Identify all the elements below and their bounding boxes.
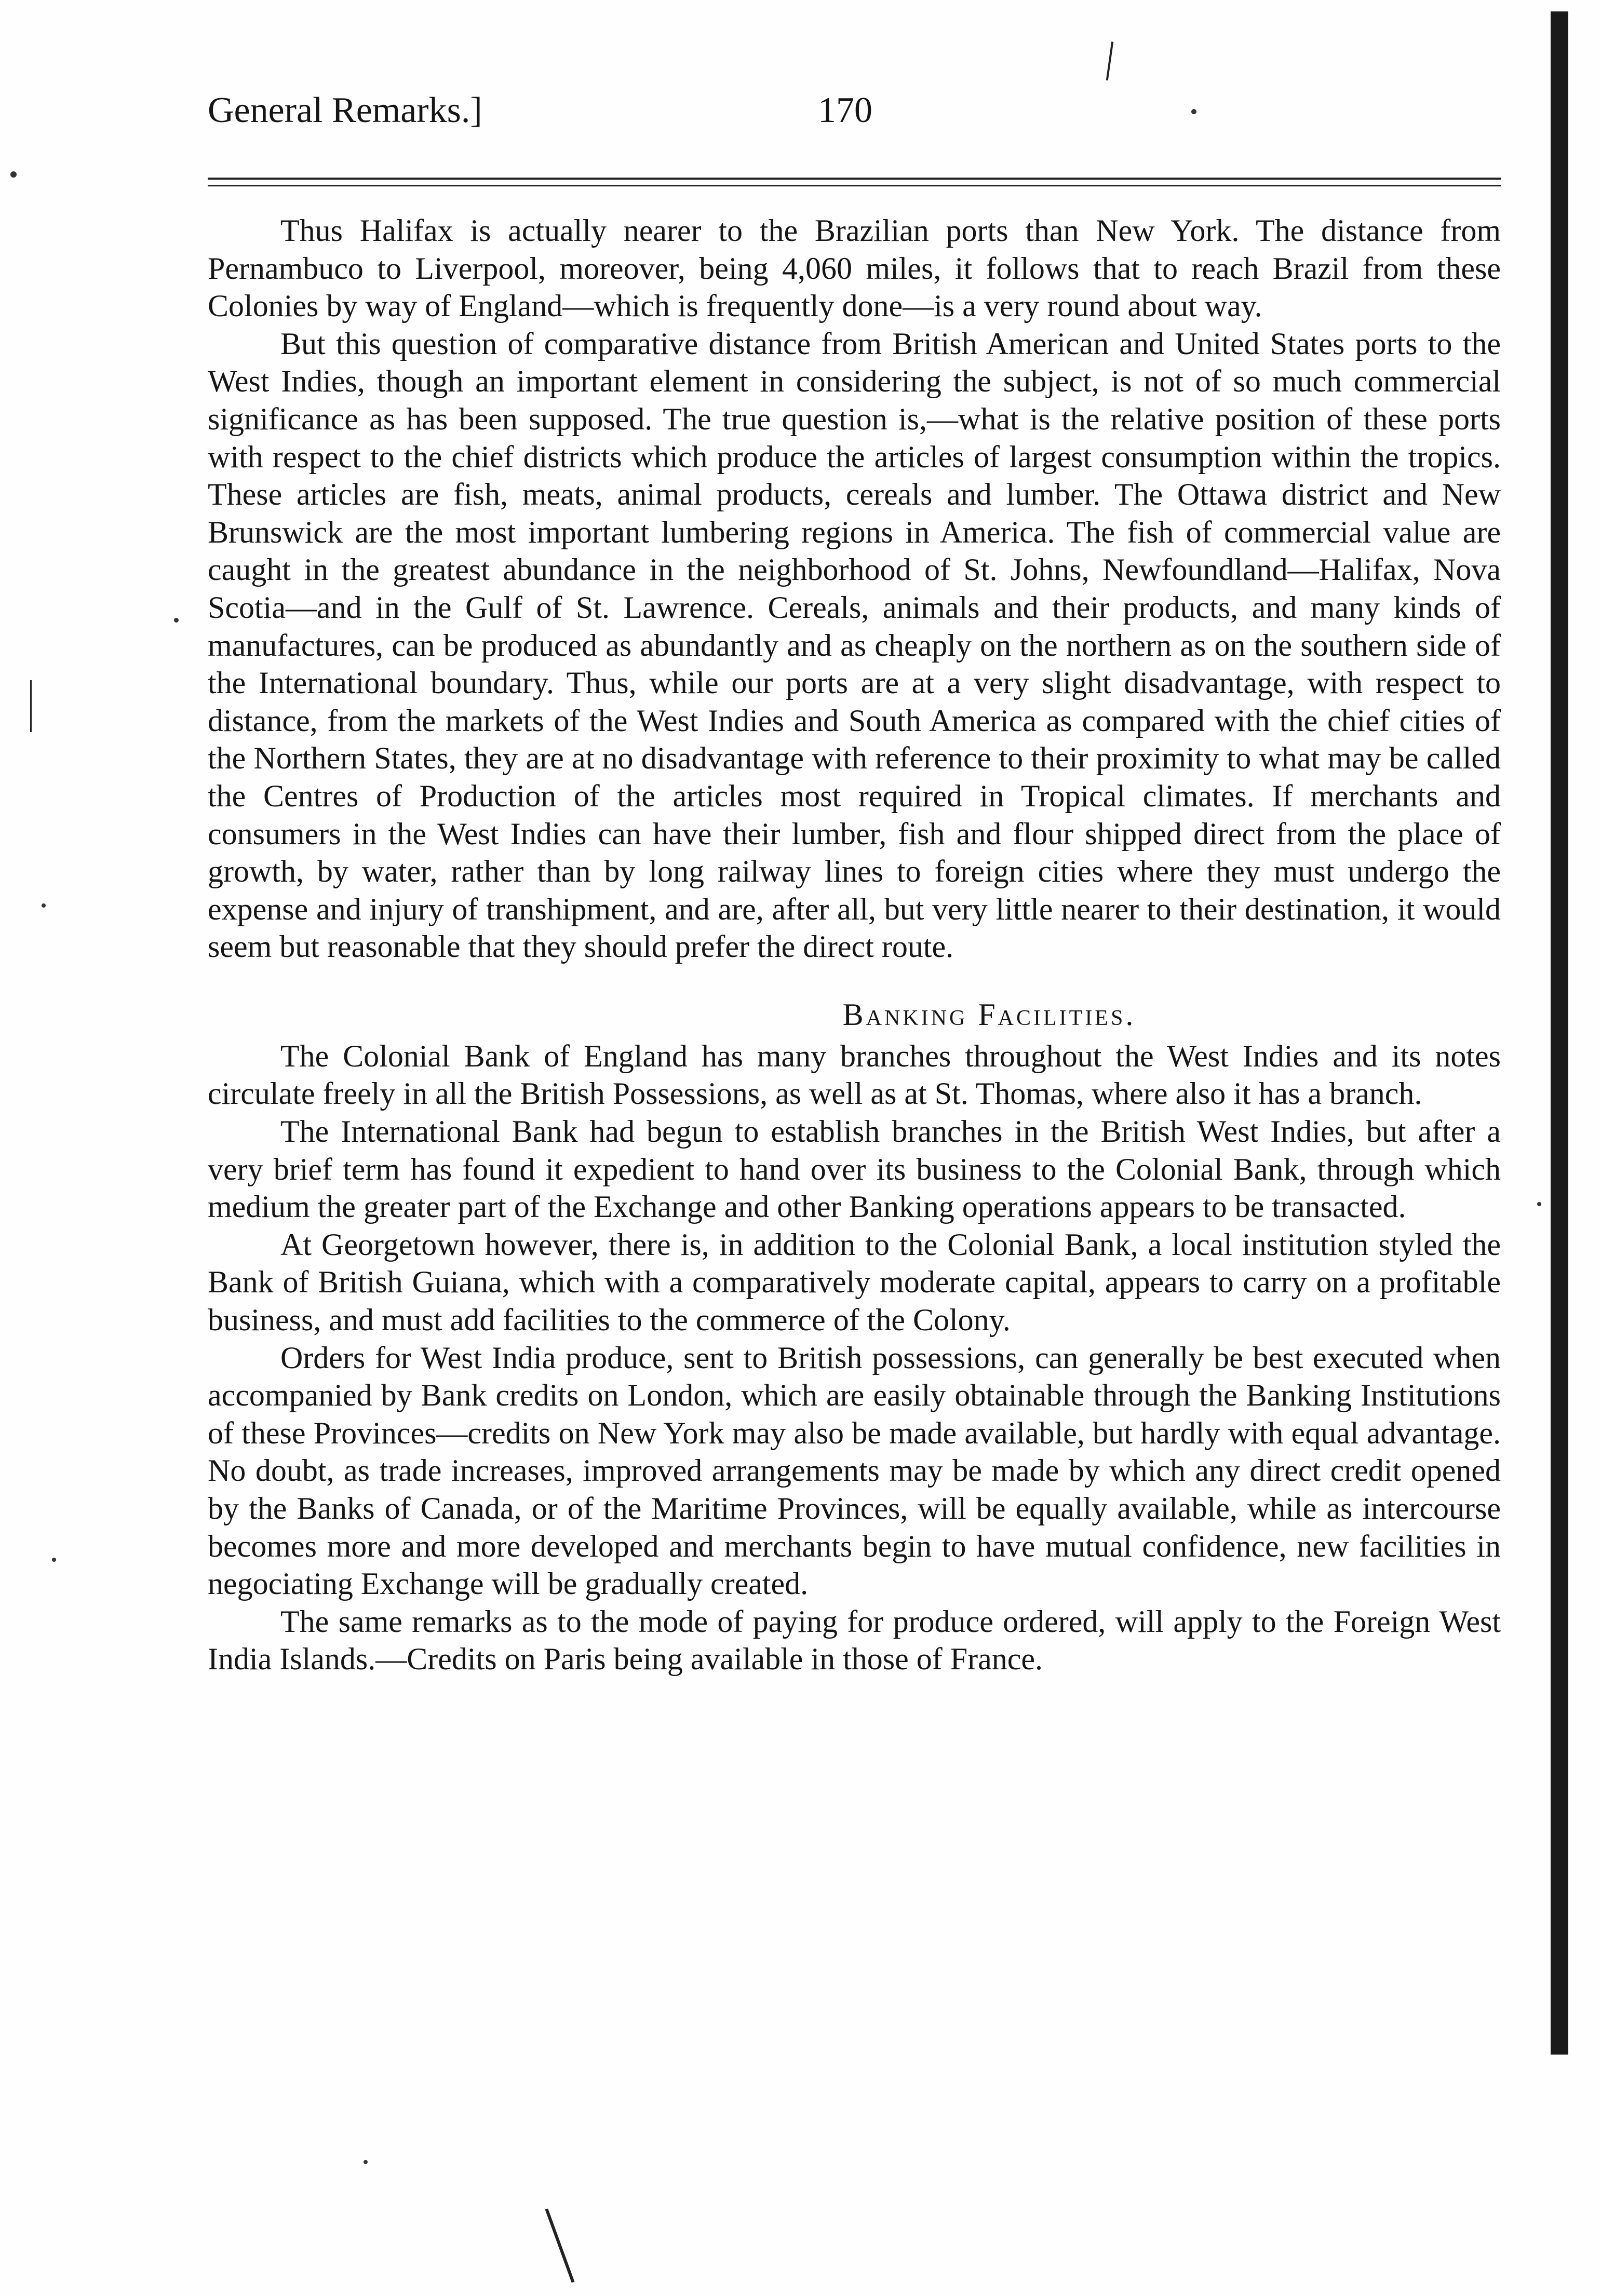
paragraph: Thus Halifax is actually nearer to the Brazilian ports than New York. The distance from Pernambuco to Liverpool, moreover, being 4,060 miles, it follows that to reach Brazil from these Colonies by way of England—which is frequently done—is a very round about way.	[208, 213, 1501, 323]
scan-speck	[1537, 1202, 1541, 1206]
scan-stray-mark	[30, 680, 32, 732]
scan-stray-mark	[1106, 42, 1113, 80]
body-text	[208, 212, 1501, 1678]
header-rule-double	[208, 185, 1501, 186]
running-head	[208, 87, 1501, 134]
header-rule	[208, 178, 1501, 180]
scan-speck	[364, 2160, 368, 2164]
scan-edge-shadow	[1551, 11, 1568, 2055]
scan-stray-mark	[545, 2208, 575, 2283]
scan-speck	[174, 618, 179, 623]
scan-speck	[52, 1558, 56, 1562]
page-number: 170	[818, 90, 872, 130]
paragraph: But this question of comparative distance from British American and United States ports to the West Indies, though an important element in considering the subject, is not of so much commercial significance as has been supposed. The true question is,—what is the relative position of these ports with respect to the chief districts which produce the articles of largest consumption within the tropics. These articles are fish, meats, animal products, cereals and lumber. The Ottawa district and New Brunswick are the most important lumbering regions in America. The fish of commercial value are caught in the greatest abundance in the neighborhood of St. Johns, Newfoundland—Halifax, Nova Scotia—and in the Gulf of St. Lawrence. Cereals, animals and their products, and many kinds of manufactures, can be produced as abundantly and as cheaply on the northern as on the southern side of the International boundary. Thus, while our ports are at a very slight disadvantage, with respect to distance, from the markets of the West Indies and South America as compared with the chief cities of the Northern States, they are at no disadvantage with reference to their proximity to what may be called the Centres of Production of the articles most required in Tropical climates. If merchants and consumers in the West Indies can have their lumber, fish and flour shipped direct from the place of growth, by water, rather than by long railway lines to foreign cities where they must undergo the expense and injury of transhipment, and are, after all, but very little nearer to their destination, it would seem but reasonable that they should prefer the direct route.	[208, 326, 1501, 964]
section-heading: Banking Facilities.	[842, 997, 1136, 1032]
paragraph: Orders for West India produce, sent to British possessions, can generally be best executed when accompanied by Bank credits on London, which are easily obtainable through the Banking Institutions of these Provinces—credits on New York may also be made available, but hardly with equal advantage. No doubt, as trade increases, improved arrangements may be made by which any direct credit opened by the Banks of Canada, or of the Maritime Provinces, will be equally available, while as intercourse becomes more and more developed and merchants begin to have mutual confidence, new facilities in negociating Exchange will be gradually created.	[208, 1340, 1501, 1601]
scan-speck	[42, 903, 46, 908]
scan-speck	[10, 171, 17, 178]
paragraph: The Colonial Bank of England has many branches throughout the West Indies and its notes circulate freely in all the British Possessions, as well as at St. Thomas, where also it has a branch.	[208, 1038, 1501, 1111]
paragraph: The same remarks as to the mode of paying for produce ordered, will apply to the Foreign West India Islands.—Credits on Paris being available in those of France.	[208, 1604, 1501, 1677]
running-head-section: General Remarks.]	[208, 90, 482, 130]
paragraph: At Georgetown however, there is, in addition to the Colonial Bank, a local institution styled the Bank of British Guiana, which with a comparatively moderate capital, appears to carry on a profitable business, and must add facilities to the commerce of the Colony.	[208, 1227, 1501, 1338]
paragraph: The International Bank had begun to establish branches in the British West Indies, but after a very brief term has found it expedient to hand over its business to the Colonial Bank, through which medium the greater part of the Exchange and other Banking operations appears to be transacted.	[208, 1114, 1501, 1224]
scan-speck	[1191, 109, 1196, 114]
